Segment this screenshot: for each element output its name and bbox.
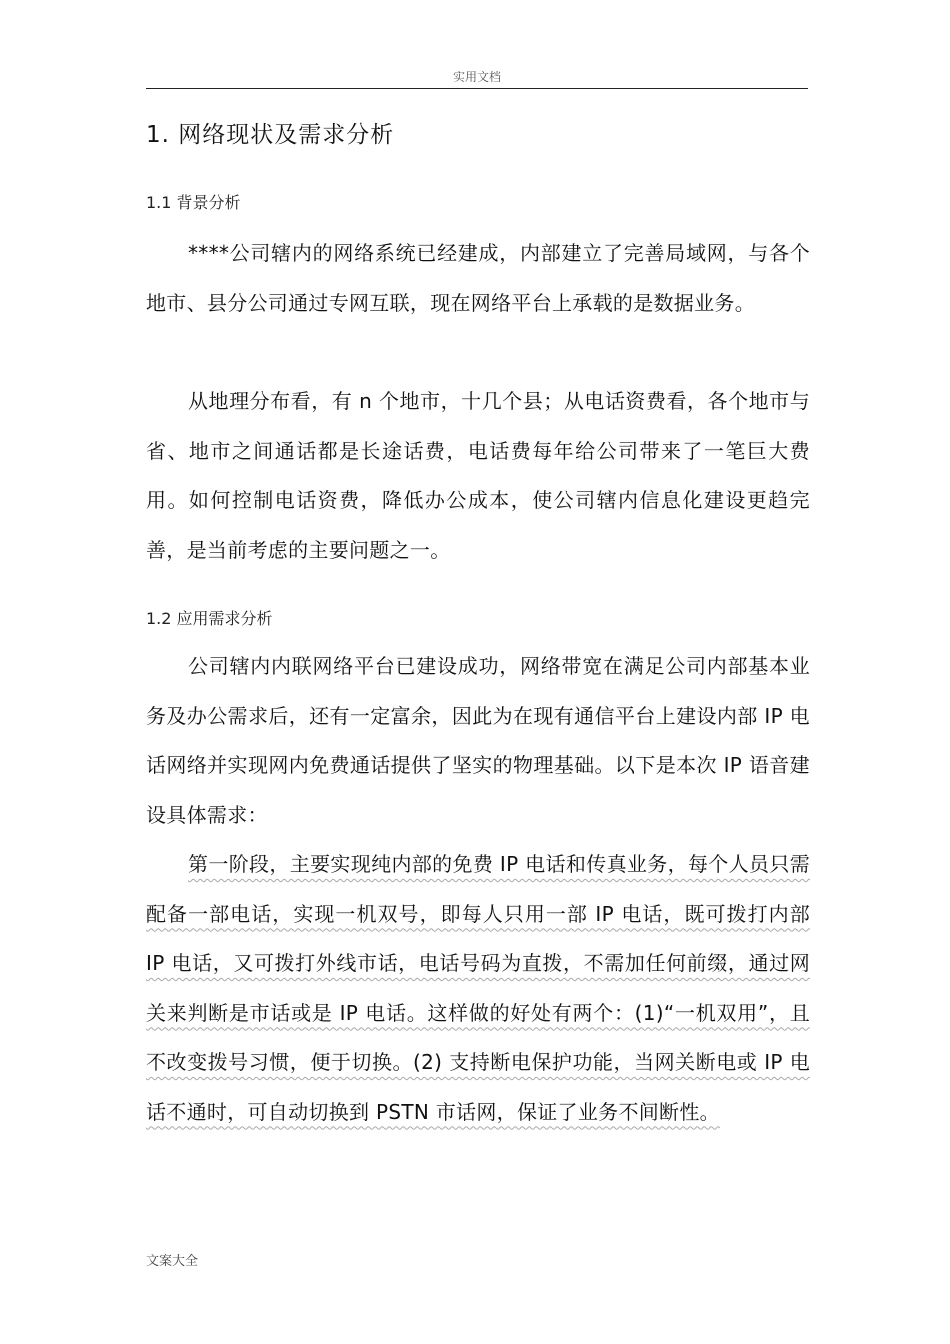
paragraph-requirements-2-text: 第一阶段，主要实现纯内部的免费 IP 电话和传真业务，每个人员只需配备一部电话，实现一机双号，即每人只用一部 IP 电话，既可拨打内部 IP 电话，又可拨打外线市话，电话号码为直拨，不需加任何前缀，通过网关来判断是市话或是 IP 电话。这样做的好处有两个：(1)“一机双用”，且不改变拨号习惯，便于切换。(2) 支持断电保护功能，当网关断电或 IP 电话不通时，可自动切换到 PSTN 市话网，保证了业务不间断性。 bbox=[146, 852, 810, 1124]
section-title: 1. 网络现状及需求分析 bbox=[146, 122, 395, 148]
subsection-title-requirements: 1.2 应用需求分析 bbox=[146, 609, 273, 628]
paragraph-background-1: ****公司辖内的网络系统已经建成，内部建立了完善局域网，与各个地市、县分公司通过专网互联，现在网络平台上承载的是数据业务。 bbox=[146, 241, 810, 315]
paragraph-requirements-1: 公司辖内内联网络平台已建设成功，网络带宽在满足公司内部基本业务及办公需求后，还有一定富余，因此为在现有通信平台上建设内部 IP 电话网络并实现网内免费通话提供了坚实的物理基础。以下是本次 IP 语音建设具体需求： bbox=[146, 654, 810, 827]
page-header: 实用文档 bbox=[146, 66, 808, 89]
page-footer: 文案大全 bbox=[146, 1254, 199, 1269]
subsection-title-background: 1.1 背景分析 bbox=[146, 193, 241, 212]
paragraph-background-2: 从地理分布看，有 n 个地市，十几个县；从电话资费看，各个地市与省、地市之间通话都是长途话费，电话费每年给公司带来了一笔巨大费用。如何控制电话资费，降低办公成本，使公司辖内信息化建设更趋完善，是当前考虑的主要问题之一。 bbox=[146, 389, 810, 562]
paragraph-requirements-2 bbox=[146, 840, 810, 1137]
